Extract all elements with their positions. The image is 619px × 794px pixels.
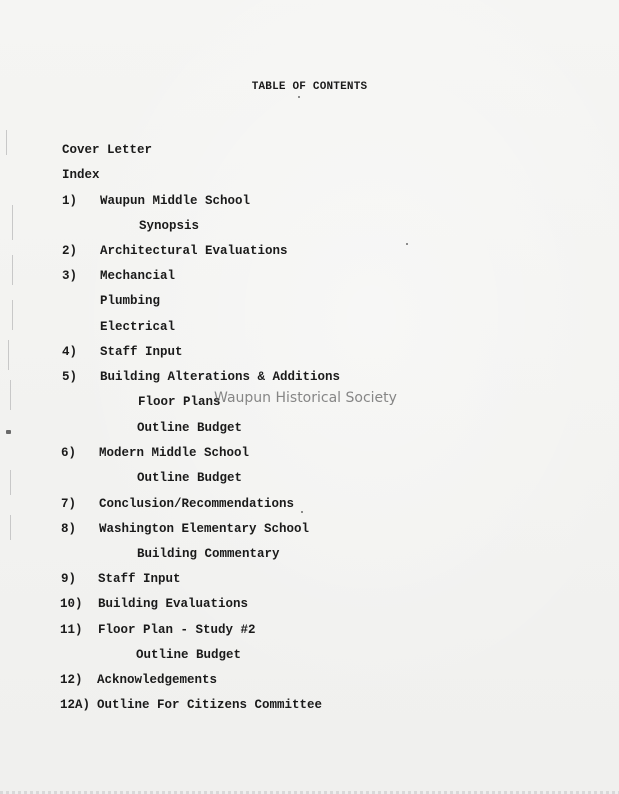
toc-entry: [62, 244, 77, 259]
toc-entry: [97, 673, 217, 688]
toc-entry: [98, 597, 248, 612]
toc-entry-label: Staff Input: [98, 572, 181, 586]
toc-entry-label: Acknowledgements: [97, 673, 218, 687]
toc-entry: [99, 497, 294, 512]
toc-entry-label: Floor Plans: [138, 395, 221, 409]
toc-entry-label: Outline For Citizens Committee: [97, 698, 323, 712]
toc-entry-label: Building Evaluations: [98, 597, 249, 611]
toc-entry-label: Modern Middle School: [99, 446, 250, 460]
toc-subentry: [100, 294, 160, 309]
toc-entry: [61, 497, 76, 512]
toc-subentry: [138, 395, 221, 410]
toc-entry: [62, 168, 100, 183]
toc-entry-label: Washington Elementary School: [99, 522, 310, 536]
toc-entry-label: Cover Letter: [62, 143, 153, 157]
toc-entry-label: Conclusion/Recommendations: [99, 497, 295, 511]
toc-subentry: [136, 648, 241, 663]
toc-entry: [100, 370, 340, 385]
toc-entry: [98, 623, 256, 638]
toc-entry-number: 11): [60, 623, 83, 637]
toc-entry: [62, 370, 77, 385]
toc-entry: [61, 522, 76, 537]
toc-entry: [97, 698, 322, 713]
toc-entry: [98, 572, 181, 587]
toc-entry: [100, 345, 183, 360]
toc-entry-label: Floor Plan - Study #2: [98, 623, 256, 637]
toc-entry-label: Outline Budget: [137, 471, 243, 485]
toc-entry: [99, 522, 309, 537]
watermark: Waupun Historical Society: [214, 390, 397, 406]
toc-entry-number: 2): [62, 244, 78, 258]
toc-entry-number: 12A): [60, 698, 91, 712]
toc-subentry: [100, 320, 175, 335]
toc-entry-label: Synopsis: [139, 219, 200, 233]
toc-entry-number: 1): [62, 194, 78, 208]
toc-entry-number: 7): [61, 497, 77, 511]
toc-entry: [60, 623, 83, 638]
toc-entry-label: Plumbing: [100, 294, 161, 308]
page-title: TABLE OF CONTENTS: [251, 81, 368, 93]
toc-entry-label: Building Commentary: [137, 547, 280, 561]
toc-entry-label: Building Alterations & Additions: [100, 370, 341, 384]
toc-entry: [60, 698, 90, 713]
toc-entry: [100, 244, 288, 259]
toc-entry-number: 6): [61, 446, 77, 460]
toc-entry-label: Outline Budget: [137, 421, 243, 435]
toc-entry: [62, 345, 77, 360]
toc-entry: [99, 446, 249, 461]
toc-entry-label: Waupun Middle School: [100, 194, 251, 208]
toc-entry-label: Architectural Evaluations: [100, 244, 288, 258]
toc-entry: [62, 194, 77, 209]
toc-entry: [100, 269, 175, 284]
toc-entry-number: 3): [62, 269, 78, 283]
toc-entry: [61, 572, 76, 587]
toc-entry-label: Electrical: [100, 320, 176, 334]
toc-entry: [100, 194, 250, 209]
toc-entry: [60, 673, 83, 688]
toc-entry-number: 12): [60, 673, 83, 687]
toc-entry: [62, 143, 152, 158]
toc-entry: [60, 597, 83, 612]
toc-entry-number: 9): [61, 572, 77, 586]
toc-entry: [62, 269, 77, 284]
toc-entry-label: Mechancial: [100, 269, 176, 283]
toc-subentry: [139, 219, 199, 234]
toc-entry-label: Outline Budget: [136, 648, 242, 662]
toc-entry-number: 5): [62, 370, 78, 384]
toc-entry-number: 4): [62, 345, 78, 359]
toc-entry-label: Staff Input: [100, 345, 183, 359]
toc-entry-label: Index: [62, 168, 100, 182]
toc-subentry: [137, 547, 280, 562]
toc-entry: [61, 446, 76, 461]
toc-entry-number: 10): [60, 597, 83, 611]
toc-subentry: [137, 421, 242, 436]
toc-entry-number: 8): [61, 522, 77, 536]
toc-subentry: [137, 471, 242, 486]
